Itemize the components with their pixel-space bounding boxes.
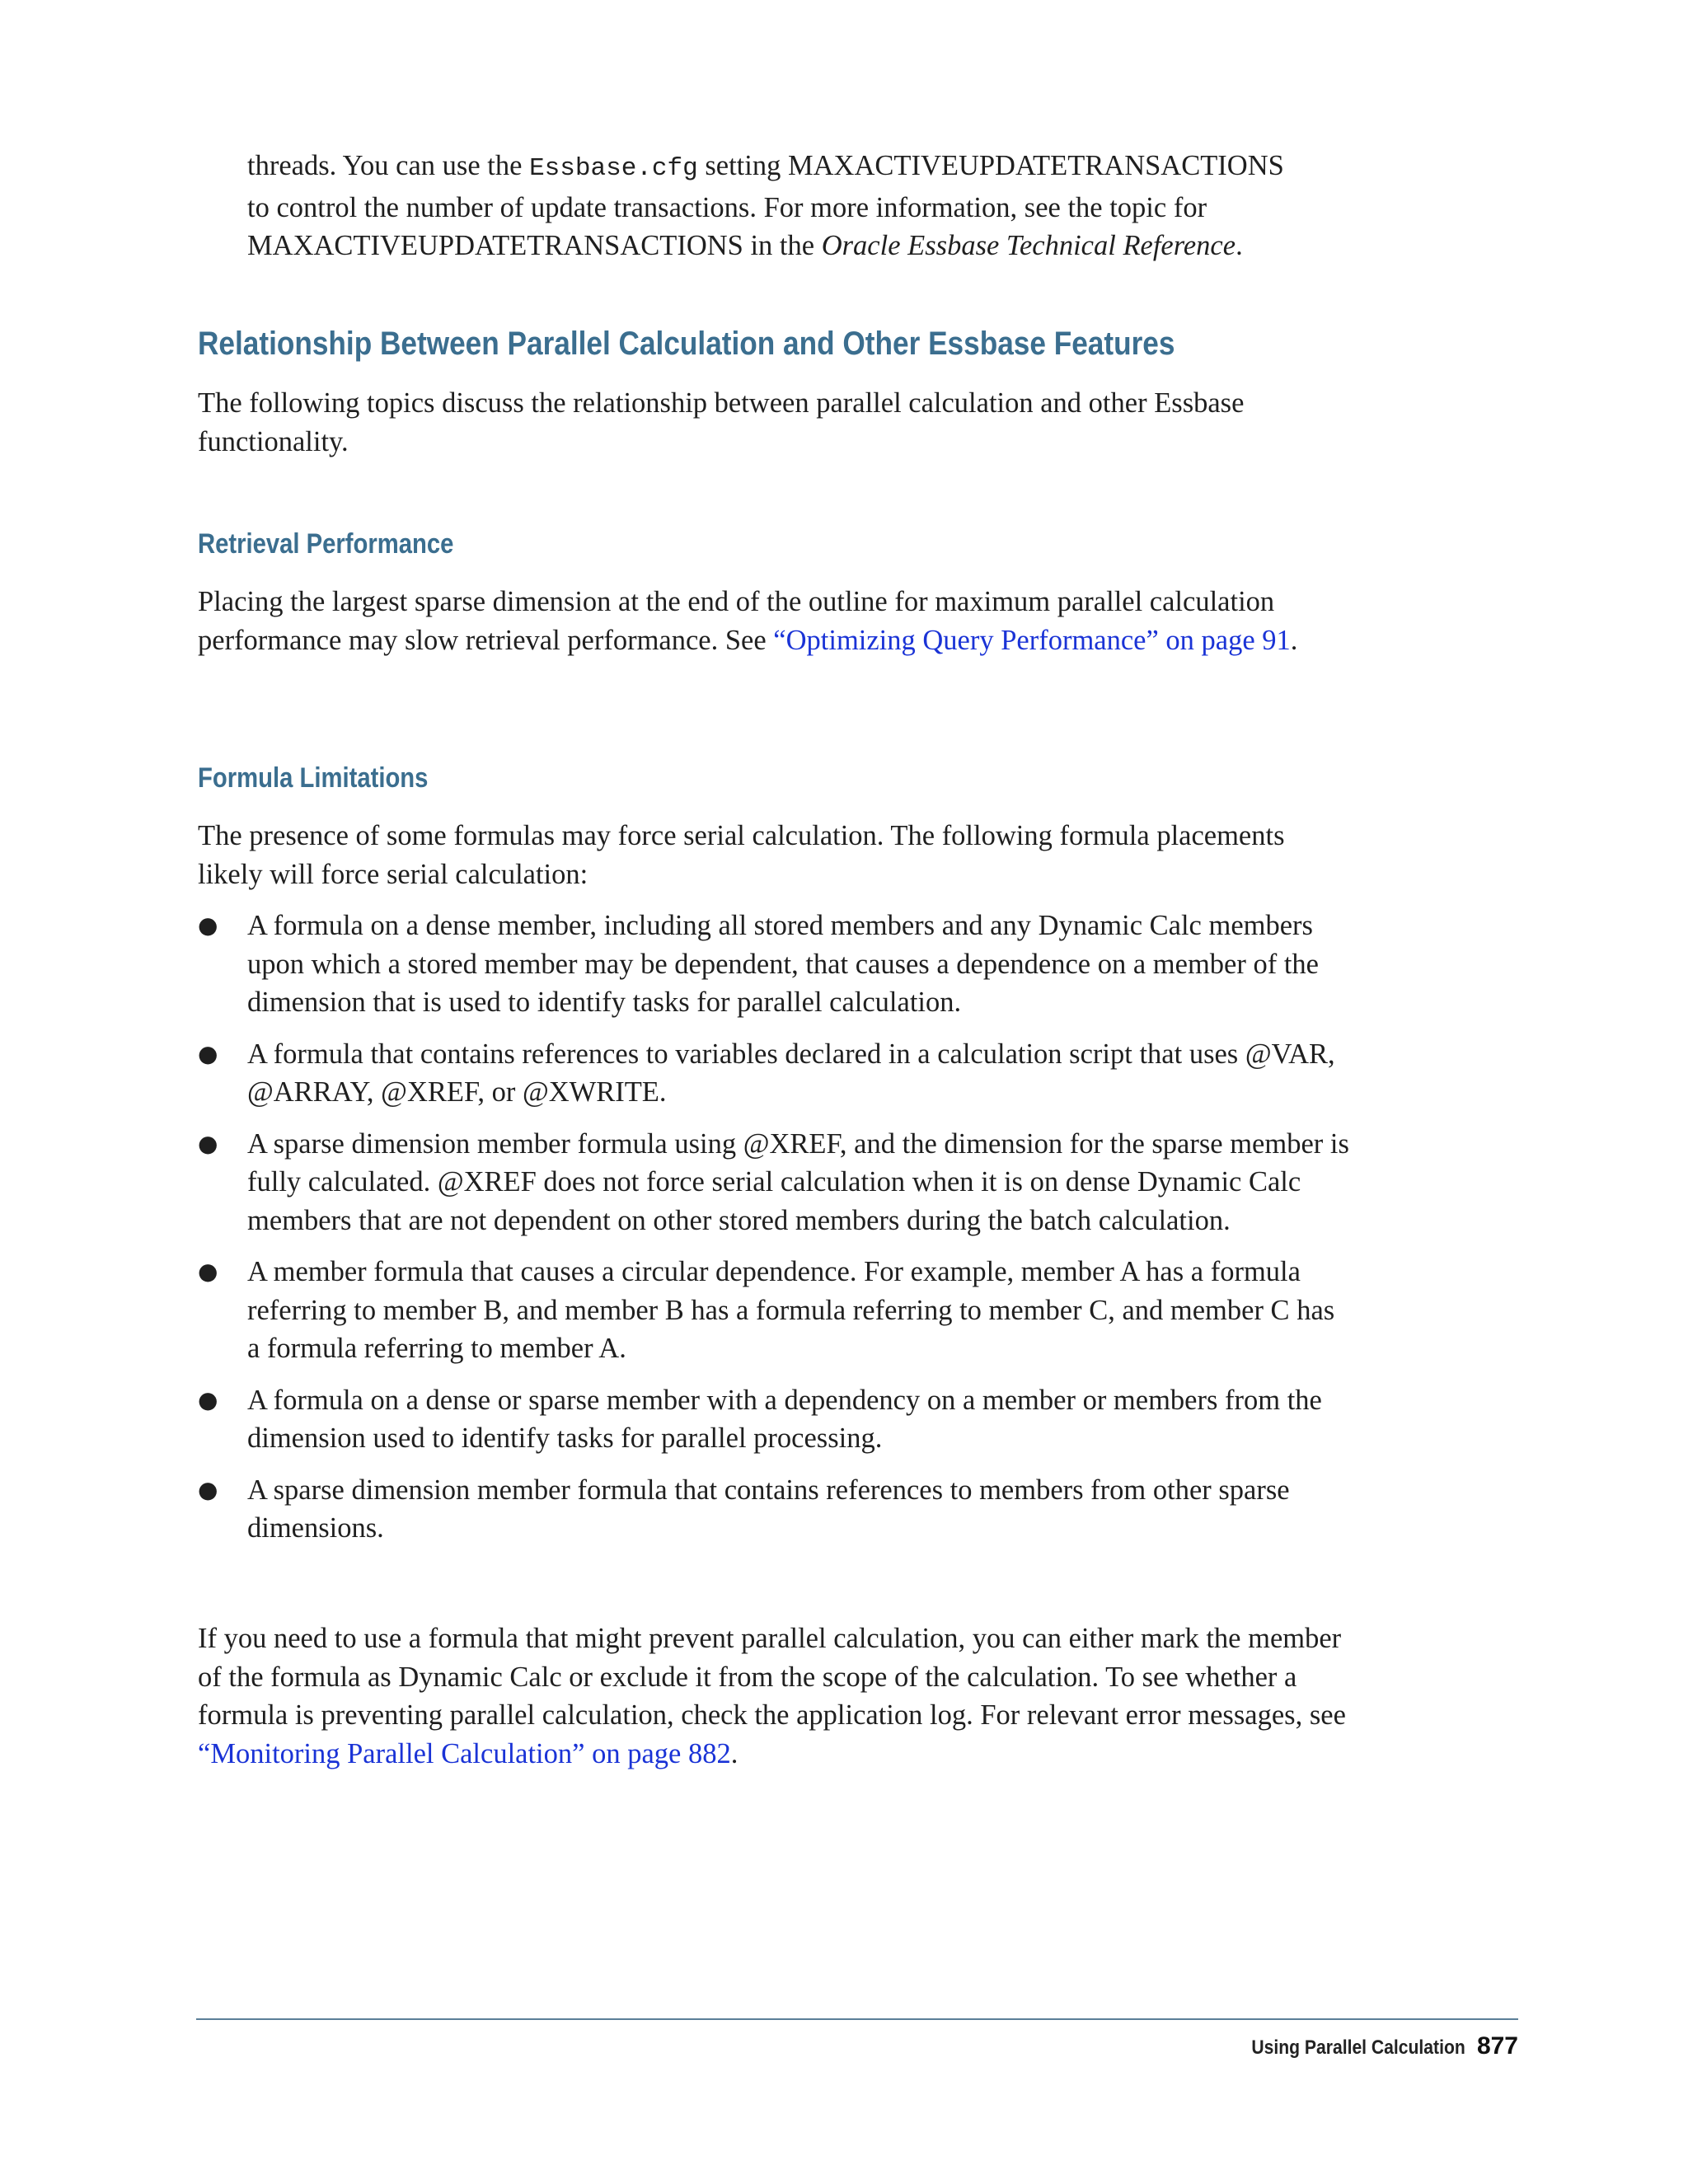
page-number: 877 (1476, 2032, 1518, 2060)
page-footer (1222, 2032, 1518, 2060)
bullet-icon: ● (198, 1039, 218, 1067)
retrieval-text: Placing the largest sparse dimension at the end of the outline for maximum parallel calculation performance may slow retrieval performance. See (198, 586, 1275, 656)
monitoring-parallel-calculation-link[interactable]: “Monitoring Parallel Calculation” on page 882 (198, 1737, 731, 1769)
list-item (198, 1125, 1352, 1240)
list-item (198, 1253, 1352, 1368)
formula-bullet-list (198, 907, 1352, 1561)
optimizing-query-performance-link[interactable]: “Optimizing Query Performance” on page 91 (773, 624, 1291, 656)
intro-text: MAXACTIVEUPDATETRANSACTIONS in the (247, 230, 822, 261)
intro-text: to control the number of update transactions. For more information, see the topic for (247, 191, 1207, 223)
footer-chapter-title: Using Parallel Calculation (1251, 2036, 1465, 2059)
bullet-icon: ● (198, 912, 218, 939)
list-item (198, 1381, 1352, 1458)
list-item-text: A formula on a dense or sparse member with a dependency on a member or members from the dimension used to identify tasks for parallel processing. (247, 1384, 1322, 1454)
list-item (198, 1035, 1352, 1112)
intro-text: setting MAXACTIVEUPDATETRANSACTIONS (697, 150, 1284, 181)
config-file-name: Essbase.cfg (529, 154, 698, 183)
section-intro: The following topics discuss the relationship between parallel calculation and other Essbase functionality. (198, 387, 1245, 457)
formula-heading: Formula Limitations (198, 762, 429, 794)
bullet-icon: ● (198, 1475, 218, 1503)
intro-text: . (1236, 230, 1243, 261)
list-item-text: A sparse dimension member formula using @XREF, and the dimension for the sparse member is fully calculated. @XREF does not force serial calculation when it is on dense Dynamic Calc members that are not dependent on other stored members during the batch calculation. (247, 1127, 1349, 1236)
reference-title: Oracle Essbase Technical Reference (821, 230, 1236, 261)
section-heading: Relationship Between Parallel Calculation and Other Essbase Features (198, 326, 1175, 362)
list-item-text: A formula that contains references to variables declared in a calculation script that uses @VAR, @ARRAY, @XREF, or @XWRITE. (247, 1038, 1335, 1108)
list-item-text: A sparse dimension member formula that contains references to members from other sparse dimensions. (247, 1474, 1290, 1544)
list-item (198, 1471, 1352, 1548)
bullet-icon: ● (198, 1258, 218, 1285)
formula-closing-paragraph (198, 1619, 1352, 1773)
formula-intro: The presence of some formulas may force serial calculation. The following formula placements likely will force serial calculation: (198, 820, 1285, 890)
intro-text: threads. You can use the (247, 150, 530, 181)
footer-divider (196, 2018, 1518, 2020)
retrieval-heading: Retrieval Performance (198, 528, 454, 560)
list-item-text: A member formula that causes a circular dependence. For example, member A has a formula referring to member B, and member B has a formula referring to member C, and member C has a formula referring to member A. (247, 1256, 1335, 1364)
bullet-icon: ● (198, 1129, 218, 1157)
retrieval-paragraph (198, 583, 1343, 659)
intro-paragraph (247, 147, 1352, 265)
list-item (198, 907, 1352, 1022)
bullet-icon: ● (198, 1385, 218, 1413)
closing-text: If you need to use a formula that might prevent parallel calculation, you can either mark the member of the formula as Dynamic Calc or exclude it from the scope of the calculation. To see whether a formula is preventing parallel calculation, check the application log. For relevant error messages, see (198, 1623, 1346, 1731)
list-item-text: A formula on a dense member, including all stored members and any Dynamic Calc members upon which a stored member may be dependent, that causes a dependence on a member of the dimension that is used to identify tasks for parallel calculation. (247, 910, 1319, 1018)
retrieval-text-end: . (1290, 624, 1298, 656)
closing-text-end: . (730, 1737, 738, 1769)
